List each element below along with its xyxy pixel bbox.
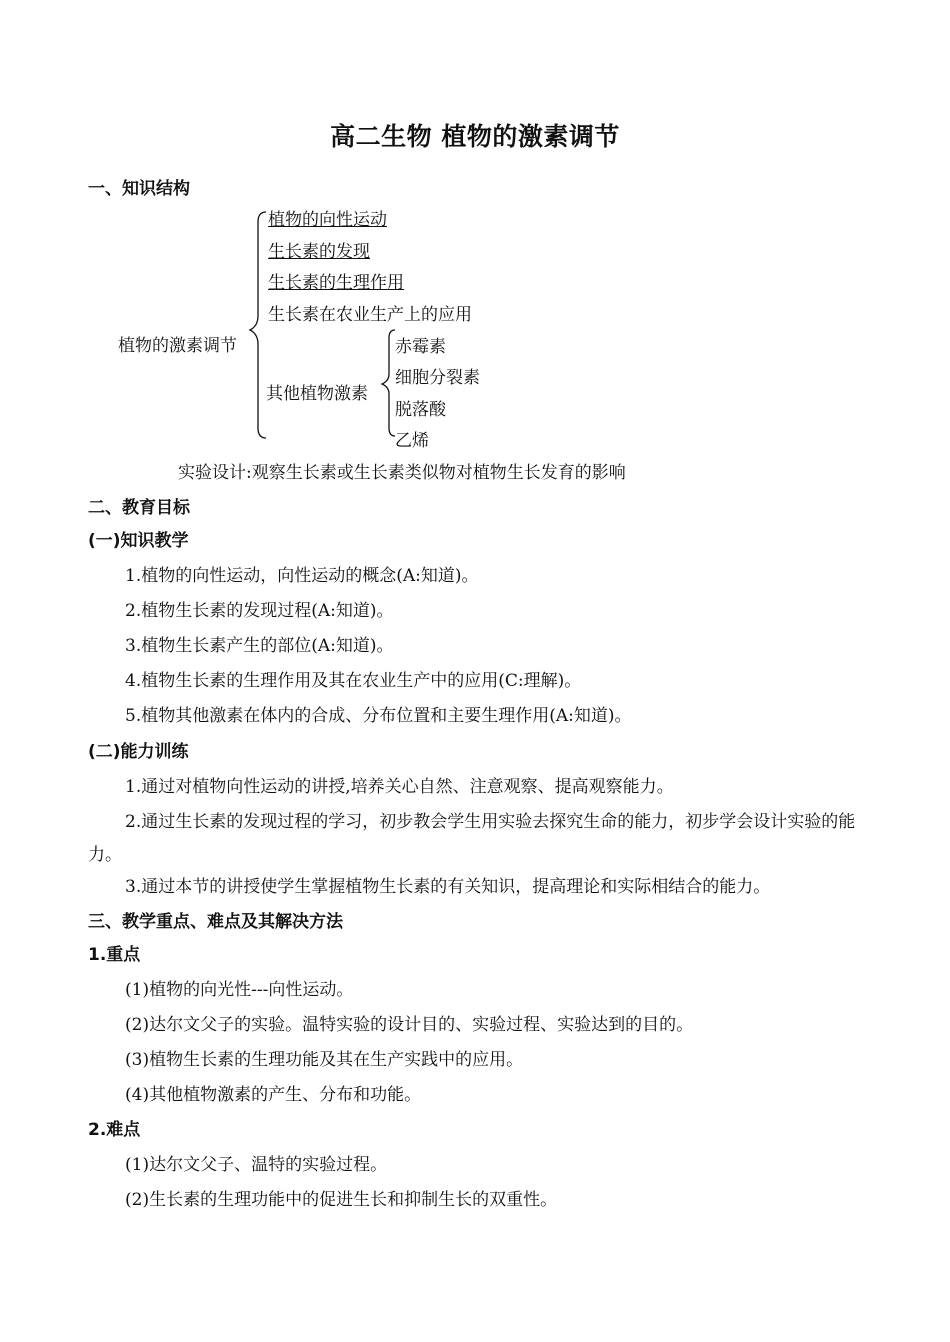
key-point-item: (2)达尔文父子的实验。温特实验的设计目的、实验过程、实验达到的目的。 [125, 1015, 694, 1035]
ability-item: 1.通过对植物向性运动的讲授,培养关心自然、注意观察、提高观察能力。 [125, 777, 674, 797]
ability-item: 2.通过生长素的发现过程的学习，初步教会学生用实验去探究生命的能力，初步学会设计实验的能力。 [88, 812, 856, 865]
knowledge-item: 3.植物生长素产生的部位(A:知道)。 [125, 636, 394, 656]
section2-heading: 二、教育目标 [88, 498, 190, 518]
other-hormone-item: 乙烯 [395, 431, 429, 451]
other-hormone-item: 细胞分裂素 [395, 368, 480, 388]
knowledge-teaching-heading: (一)知识教学 [88, 531, 189, 551]
left-brace [248, 210, 270, 440]
branch-item: 生长素的生理作用 [268, 273, 404, 293]
key-points-heading: 1.重点 [88, 945, 141, 965]
section1-heading: 一、知识结构 [88, 179, 190, 199]
document-title: 高二生物 植物的激素调节 [330, 122, 620, 151]
difficult-points-heading: 2.难点 [88, 1120, 141, 1140]
knowledge-item: 1.植物的向性运动，向性运动的概念(A:知道)。 [125, 566, 479, 586]
branch-item: 植物的向性运动 [268, 210, 387, 230]
key-point-item: (4)其他植物激素的产生、分布和功能。 [125, 1085, 422, 1105]
other-hormones-label: 其他植物激素 [266, 384, 368, 404]
difficult-point-item: (2)生长素的生理功能中的促进生长和抑制生长的双重性。 [125, 1190, 558, 1210]
section3-heading: 三、教学重点、难点及其解决方法 [88, 912, 343, 932]
difficult-point-item: (1)达尔文父子、温特的实验过程。 [125, 1155, 388, 1175]
knowledge-item: 2.植物生长素的发现过程(A:知道)。 [125, 601, 394, 621]
knowledge-item: 4.植物生长素的生理作用及其在农业生产中的应用(C:理解)。 [125, 671, 582, 691]
other-hormone-item: 赤霉素 [395, 337, 446, 357]
ability-item: 3.通过本节的讲授使学生掌握植物生长素的有关知识，提高理论和实际相结合的能力。 [125, 877, 771, 897]
branch-item: 生长素的发现 [268, 242, 370, 262]
structure-root: 植物的激素调节 [118, 336, 237, 356]
key-point-item: (1)植物的向光性---向性运动。 [125, 980, 354, 1000]
knowledge-item: 5.植物其他激素在体内的合成、分布位置和主要生理作用(A:知道)。 [125, 706, 632, 726]
ability-training-heading: (二)能力训练 [88, 742, 189, 762]
branch-item: 生长素在农业生产上的应用 [268, 305, 472, 325]
key-point-item: (3)植物生长素的生理功能及其在生产实践中的应用。 [125, 1050, 524, 1070]
other-hormone-item: 脱落酸 [395, 400, 446, 420]
experiment-design: 实验设计:观察生长素或生长素类似物对植物生长发育的影响 [178, 463, 626, 483]
